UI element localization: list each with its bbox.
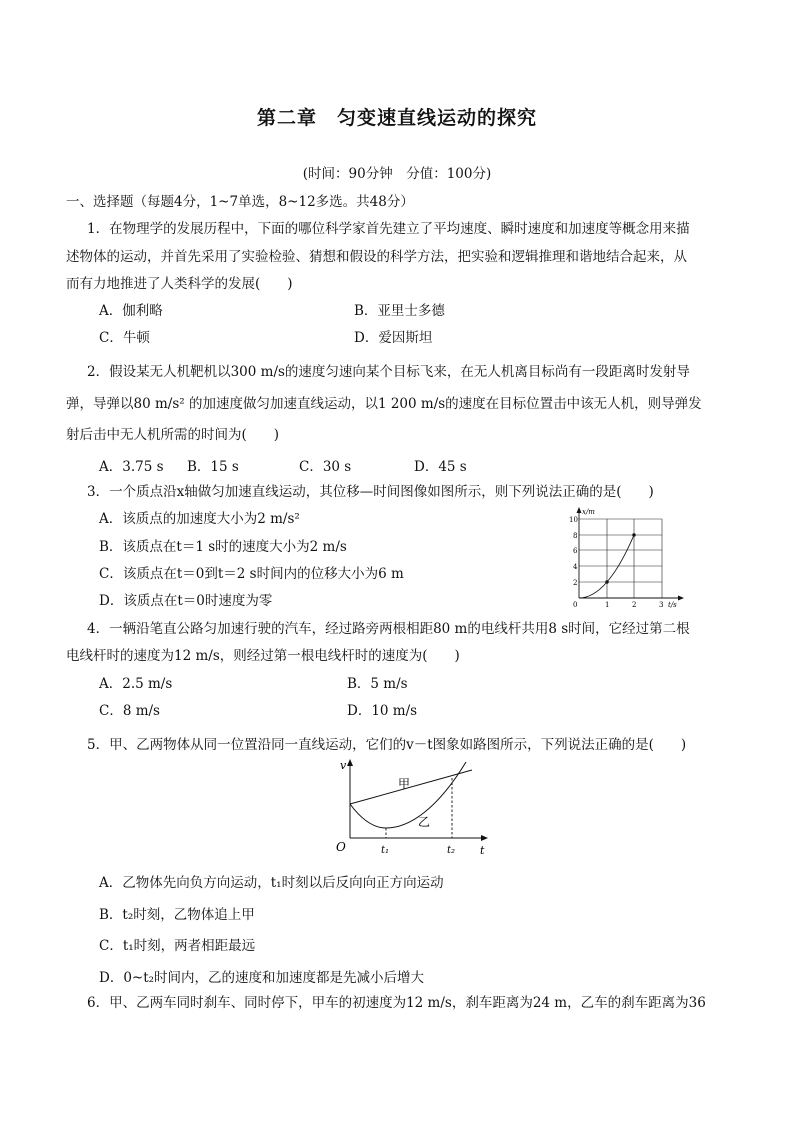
q5-option-d: D．0~t₂时间内，乙的速度和加速度都是先减小后增大 [99, 970, 425, 986]
q3-x-tick-1: 1 [605, 601, 610, 609]
q1-line-3: 而有力地推进了人类科学的发展( ) [66, 276, 293, 292]
q5-option-a: A．乙物体先向负方向运动，t₁时刻以后反向向正方向运动 [99, 875, 444, 891]
q6-line-1: 6．甲、乙两车同时刹车、同时停下，甲车的初速度为12 m/s，刹车距离为24 m，乙车的刹车距离为36 [87, 995, 706, 1011]
q4-option-c: C．8 m/s [99, 703, 160, 719]
q5-line-jia [350, 770, 472, 804]
q2-option-c: C．30 s [299, 459, 352, 475]
q5-t-axis-label: t [480, 844, 485, 857]
q4-line-2: 电线杆时的速度为12 m/s，则经过第一根电线杆时的速度为( ) [66, 648, 460, 664]
q3-y-tick-6: 6 [573, 547, 578, 555]
q2-line-2: 弹，导弹以80 m/s² 的加速度做匀加速直线运动，以1 200 m/s的速度在目标位置击中该无人机，则导弹发 [66, 396, 702, 412]
q3-y-tick-8: 8 [573, 532, 578, 540]
q5-line-1: 5．甲、乙两物体从同一位置沿同一直线运动，它们的v－t图象如路图所示，下列说法正确的是( ) [87, 737, 687, 753]
q1-line-1: 1．在物理学的发展历程中，下面的哪位科学家首先建立了平均速度、瞬时速度和加速度等概念用来描 [87, 221, 690, 237]
q4-option-b: B．5 m/s [347, 676, 408, 692]
q5-t1-label: t₁ [381, 845, 390, 856]
exam-meta: (时间：90分钟 分值：100分) [302, 166, 492, 182]
q3-point-1 [605, 580, 608, 583]
q5-option-b: B．t₂时刻，乙物体追上甲 [99, 907, 255, 923]
q1-option-c: C．牛顿 [99, 330, 150, 346]
q5-label-jia: 甲 [398, 777, 411, 791]
q1-option-b: B．亚里士多德 [354, 303, 445, 319]
q2-line-3: 射后击中无人机所需的时间为( ) [66, 427, 280, 443]
q1-line-2: 述物体的运动，并首先采用了实验检验、猜想和假设的科学方法，把实验和逻辑推理和谐地结合起来，从 [66, 249, 687, 265]
q5-v-axis-label: v [340, 759, 347, 772]
q5-t2-label: t₂ [447, 845, 456, 856]
q3-line-1: 3．一个质点沿x轴做匀加速直线运动，其位移—时间图像如图所示，则下列说法正确的是( ) [87, 484, 654, 500]
q3-option-a: A．该质点的加速度大小为2 m/s² [99, 511, 300, 527]
q2-option-a: A．3.75 s [99, 459, 164, 475]
q5-option-c: C．t₁时刻，两者相距最远 [99, 938, 256, 954]
q3-position-time-graph [560, 505, 690, 610]
q2-line-1: 2．假设某无人机靶机以300 m/s的速度匀速向某个目标飞来，在无人机离目标尚有一段距离时发射导 [87, 364, 690, 380]
q5-curve-yi [350, 762, 466, 828]
q5-label-yi: 乙 [418, 815, 431, 829]
q2-option-d: D．45 s [414, 459, 467, 475]
q3-option-b: B．该质点在t＝1 s时的速度大小为2 m/s [99, 539, 347, 555]
q3-x-tick-2: 2 [632, 601, 637, 609]
q3-y-axis-label: x/m [582, 508, 595, 516]
q4-line-1: 4．一辆沿笔直公路匀加速行驶的汽车，经过路旁两根相距80 m的电线杆共用8 s时间，它经过第二根 [87, 621, 690, 637]
q4-option-d: D．10 m/s [347, 703, 418, 719]
q1-option-d: D．爱因斯坦 [354, 330, 433, 346]
q3-x-axis-label: t/s [668, 601, 677, 609]
q3-y-tick-4: 4 [573, 563, 578, 571]
q2-option-b: B．15 s [187, 459, 239, 475]
section-heading: 一、选择题（每题4分，1~7单选，8~12多选。共48分） [66, 194, 414, 210]
q5-velocity-time-graph [330, 756, 495, 860]
q3-origin-label: 0 [573, 601, 578, 609]
q1-option-a: A．伽利略 [99, 303, 163, 319]
q5-origin-label: O [336, 840, 346, 854]
q3-option-d: D．该质点在t＝0时速度为零 [99, 593, 273, 609]
q3-y-tick-10: 10 [569, 516, 578, 524]
page-title: 第二章 匀变速直线运动的探究 [256, 107, 537, 129]
q3-x-tick-3: 3 [659, 601, 664, 609]
q3-point-2 [632, 533, 635, 536]
q3-option-c: C．该质点在t＝0到t＝2 s时间内的位移大小为6 m [99, 566, 404, 582]
q4-option-a: A．2.5 m/s [99, 676, 173, 692]
q3-y-tick-2: 2 [573, 579, 578, 587]
